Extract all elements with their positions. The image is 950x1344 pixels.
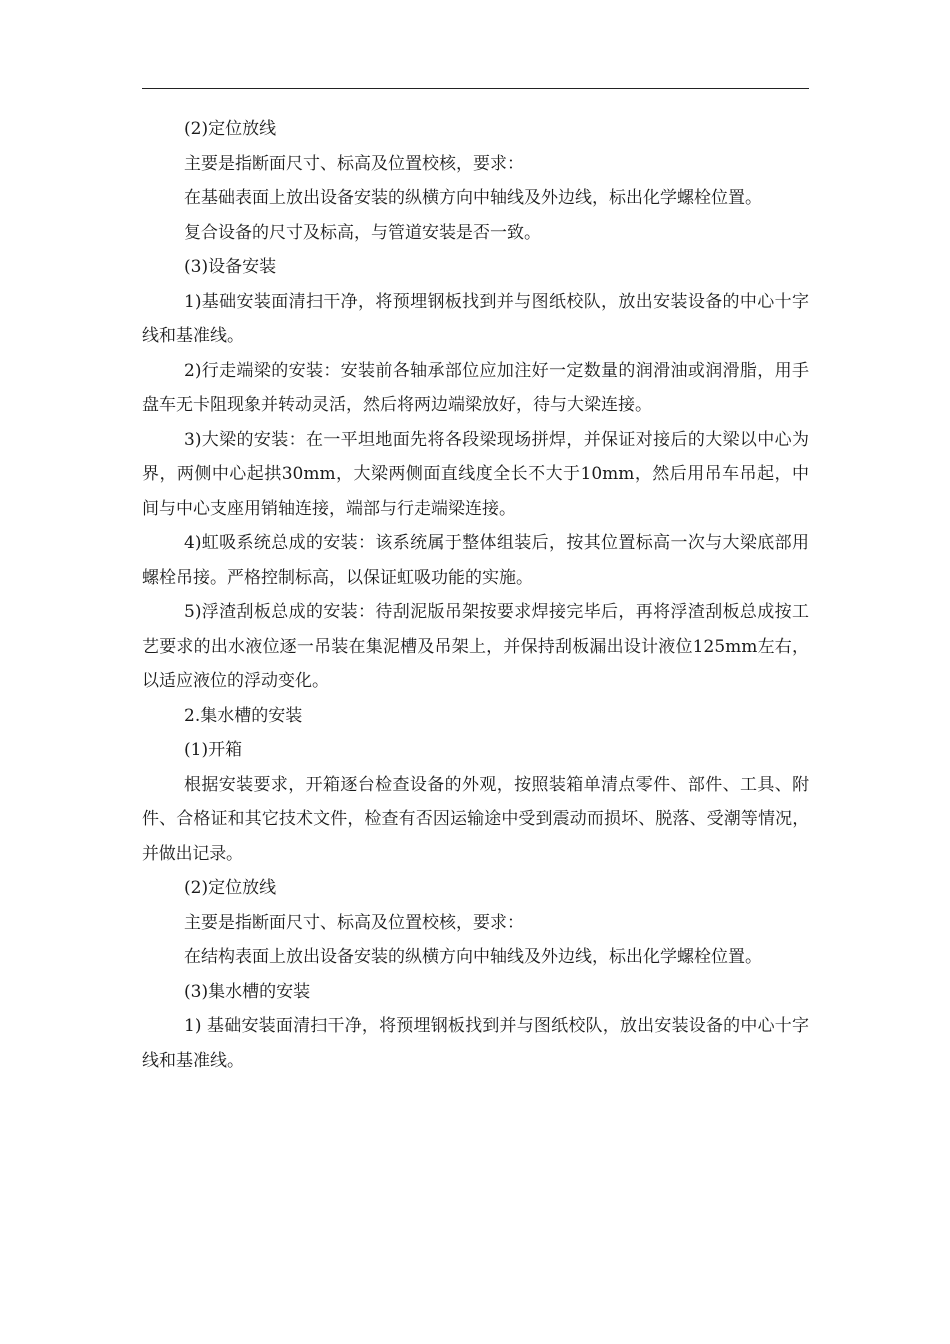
subheading-equipment-install: (3)设备安装 (184, 257, 277, 277)
paragraph: 2)行走端梁的安装：安装前各轴承部位应加注好一定数量的润滑油或润滑脂，用手盘车无卡阻现象并转动灵活，然后将两边端梁放好，待与大梁连接。 (142, 360, 809, 415)
paragraph: 3)大梁的安装：在一平坦地面先将各段梁现场拼焊，并保证对接后的大梁以中心为界，两侧中心起拱30mm，大梁两侧面直线度全长不大于10mm，然后用吊车吊起，中间与中心支座用销轴连接，端部与行走端梁连接。 (142, 429, 809, 519)
subheading-unboxing: (1)开箱 (184, 740, 243, 760)
paragraph: 在基础表面上放出设备安装的纵横方向中轴线及外边线，标出化学螺栓位置。 (184, 188, 762, 208)
header-rule (142, 88, 809, 89)
section-heading-collection-trough: 2.集水槽的安装 (184, 705, 303, 726)
paragraph: 根据安装要求，开箱逐台检查设备的外观，按照装箱单清点零件、部件、工具、附件、合格证和其它技术文件，检查有否因运输途中受到震动而损坏、脱落、受潮等情况，并做出记录。 (142, 774, 809, 864)
subheading-trough-install: (3)集水槽的安装 (184, 981, 311, 1002)
paragraph: 主要是指断面尺寸、标高及位置校核，要求： (184, 153, 524, 174)
paragraph: 4)虹吸系统总成的安装：该系统属于整体组装后，按其位置标高一次与大梁底部用螺栓吊接。严格控制标高，以保证虹吸功能的实施。 (142, 533, 809, 588)
paragraph: 1)基础安装面清扫干净，将预埋钢板找到并与图纸校队，放出安装设备的中心十字线和基准线。 (142, 291, 809, 346)
paragraph: 复合设备的尺寸及标高，与管道安装是否一致。 (184, 222, 541, 243)
paragraph: 5)浮渣刮板总成的安装：待刮泥版吊架按要求焊接完毕后，再将浮渣刮板总成按工艺要求的出水液位逐一吊装在集泥槽及吊架上，并保持刮板漏出设计液位125mm左右，以适应液位的浮动变化。 (142, 602, 809, 691)
subheading-positioning: (2)定位放线 (184, 119, 277, 139)
paragraph: 主要是指断面尺寸、标高及位置校核，要求： (184, 912, 524, 933)
subheading-positioning: (2)定位放线 (184, 878, 277, 898)
paragraph: 在结构表面上放出设备安装的纵横方向中轴线及外边线，标出化学螺栓位置。 (184, 947, 762, 967)
paragraph: 1) 基础安装面清扫干净，将预埋钢板找到并与图纸校队，放出安装设备的中心十字线和基准线。 (142, 1016, 809, 1071)
document-body (142, 112, 809, 1078)
